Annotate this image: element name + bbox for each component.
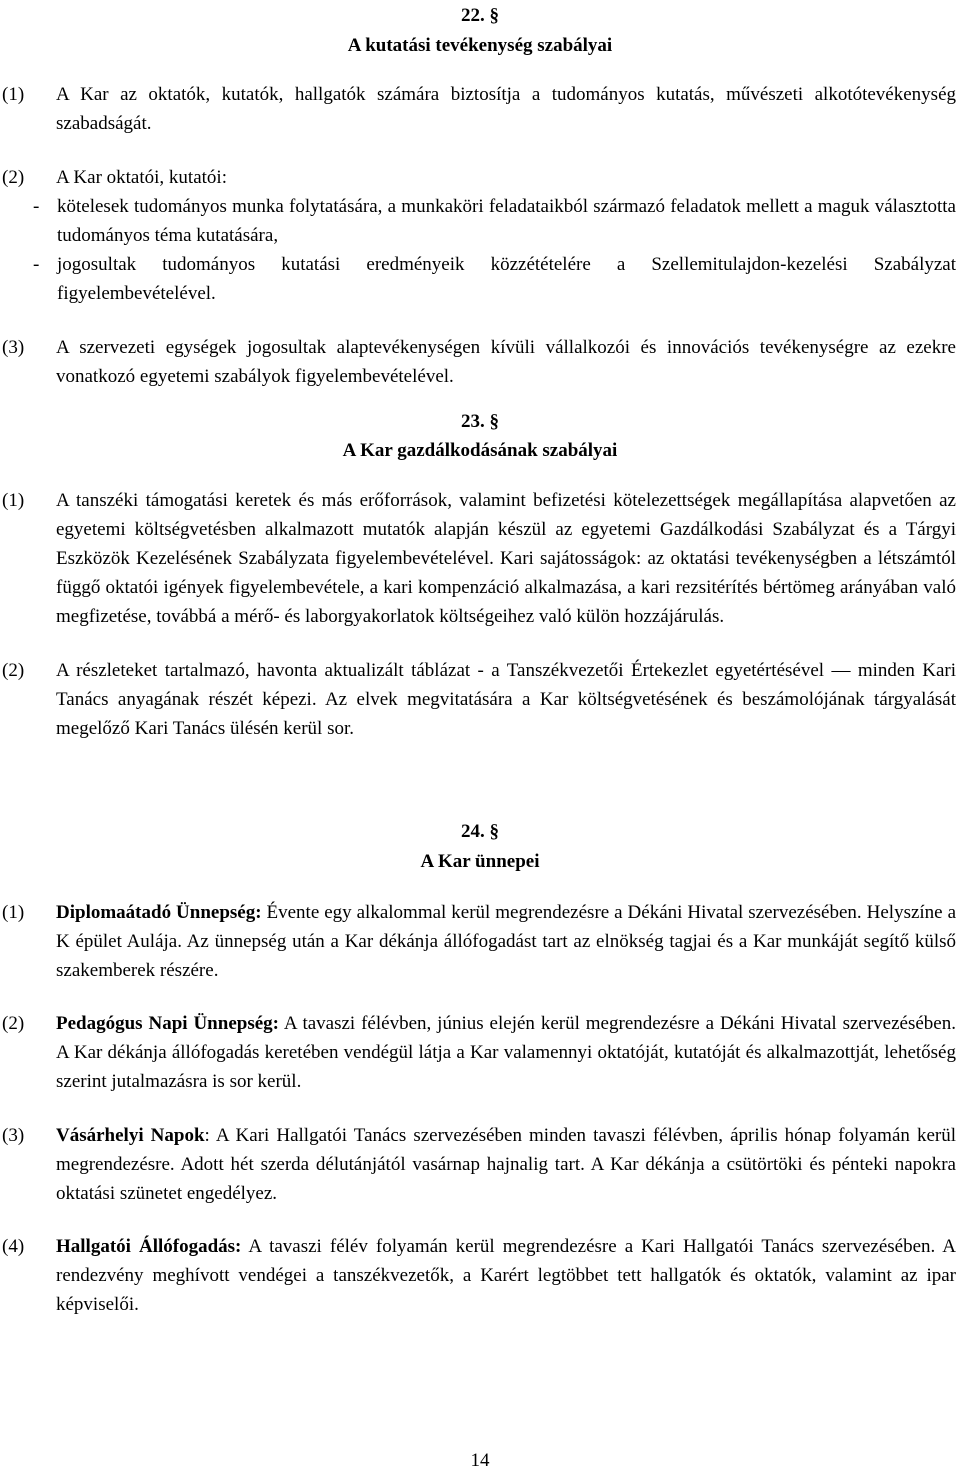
paragraph-number: (1)	[2, 84, 25, 105]
section-title: A Kar ünnepei	[420, 851, 540, 872]
paragraph-text: A szervezeti egységek jogosultak alaptevékenységen kívüli vállalkozói és innovációs tevékenységre az ezekre vonatkozó egyetemi szabályok figyelembevételével.	[56, 337, 956, 387]
paragraph	[0, 486, 960, 631]
section-number: 23. §	[461, 411, 499, 432]
paragraph-intro: A Kar oktatói, kutatói:	[56, 167, 227, 188]
paragraph-text: : A Kari Hallgatói Tanács szervezésében minden tavaszi félévben, április hónap folyamán kerül megrendezésre. Adott hét szerda délutánjától vasárnap hajnalig tart. A Kar dékánja a csütörtöki és pénteki napokra oktatási szünetet engedélyez.	[56, 1125, 956, 1204]
page-number: 14	[470, 1450, 490, 1471]
paragraph-text: A Kar az oktatók, kutatók, hallgatók számára biztosítja a tudományos kutatás, művészeti alkotótevékenység szabadságát.	[56, 84, 956, 134]
section-heading	[0, 817, 960, 876]
paragraph-text: A tavaszi félév folyamán kerül megrendezésre a Kari Hallgatói Tanács szervezésében. A rendezvény meghívott vendégei a tanszékvezetők, a Karért legtöbbet tett hallgatók és oktatók, valamint az ipar képviselői.	[56, 1236, 956, 1315]
paragraph-number: (2)	[2, 1013, 25, 1034]
section-title: A Kar gazdálkodásának szabályai	[342, 440, 618, 461]
paragraph	[0, 333, 960, 391]
section-number: 22. §	[461, 5, 499, 26]
paragraph	[0, 1121, 960, 1208]
paragraph-number: (2)	[2, 660, 25, 681]
paragraph-number: (4)	[2, 1236, 25, 1257]
section-heading	[0, 407, 960, 465]
list-item: - jogosultak tudományos kutatási eredményeik közzétételére a Szellemitulajdon-kezelési Szabályzat figyelembevételével.	[33, 254, 956, 304]
section-title: A kutatási tevékenység szabályai	[347, 35, 613, 56]
event-label: Vásárhelyi Napok	[56, 1125, 205, 1146]
list-item: - kötelesek tudományos munka folytatására, a munkaköri feladataikból származó feladatok mellett a maguk választotta tudományos téma kutatására,	[33, 196, 956, 246]
paragraph	[0, 1009, 960, 1096]
paragraph	[0, 656, 960, 743]
paragraph	[0, 898, 960, 985]
list	[0, 192, 960, 308]
paragraph-number: (3)	[2, 337, 25, 358]
section-22	[0, 0, 960, 391]
event-label: Hallgatói Állófogadás:	[56, 1236, 242, 1257]
event-label: Diplomaátadó Ünnepség:	[56, 902, 262, 923]
paragraph-text: Évente egy alkalommal kerül megrendezésre a Dékáni Hivatal szervezésében. Helyszíne a K épület Aulája. Az ünnepség után a Kar dékánja állófogadást tart az elnökség tagjai és a Kar munkáját segítő külső szakemberek részére.	[56, 902, 956, 981]
paragraph	[0, 80, 960, 138]
paragraph	[0, 163, 960, 192]
paragraph-number: (3)	[2, 1125, 25, 1146]
paragraph-number: (1)	[2, 902, 25, 923]
paragraph	[0, 1232, 960, 1319]
paragraph-text: A tavaszi félévben, június elején kerül megrendezésre a Dékáni Hivatal szervezésében. A Kar dékánja állófogadás keretében vendégül látja a Kar valamennyi oktatóját, kutatóját és alkalmazottját, lehetőség szerint jutalmazásra is sor kerül.	[56, 1013, 956, 1092]
event-label: Pedagógus Napi Ünnepség:	[56, 1013, 279, 1034]
section-number: 24. §	[461, 821, 499, 842]
section-23	[0, 407, 960, 743]
section-heading	[0, 1, 960, 60]
paragraph-text: A tanszéki támogatási keretek és más erőforrások, valamint befizetési kötelezettségek megállapítása alapvetően az egyetemi költségvetésben alkalmazott mutatók alapján készül az egyetemi Gazdálkodási Szabályzat és a Tárgyi Eszközök Kezelésének Szabályzata figyelembevételével. Kari sajátosságok: az oktatási tevékenységben a létszámtól függő oktatói igények figyelembevétele, a kari kompenzáció alkalmazása, a kari rezsitérítés bértömeg arányában való megfizetése, továbbá a mérő- és laborgyakorlatok költségeihez való külön hozzájárulás.	[56, 490, 956, 627]
paragraph-number: (1)	[2, 490, 25, 511]
section-24	[0, 817, 960, 1319]
paragraph-text: A részleteket tartalmazó, havonta aktualizált táblázat - a Tanszékvezetői Értekezlet egyetértésével — minden Kari Tanács anyagának részét képezi. Az elvek megvitatására a Kar költségvetésének és beszámolójának tárgyalását megelőző Kari Tanács ülésén kerül sor.	[56, 660, 956, 739]
paragraph-number: (2)	[2, 167, 25, 188]
